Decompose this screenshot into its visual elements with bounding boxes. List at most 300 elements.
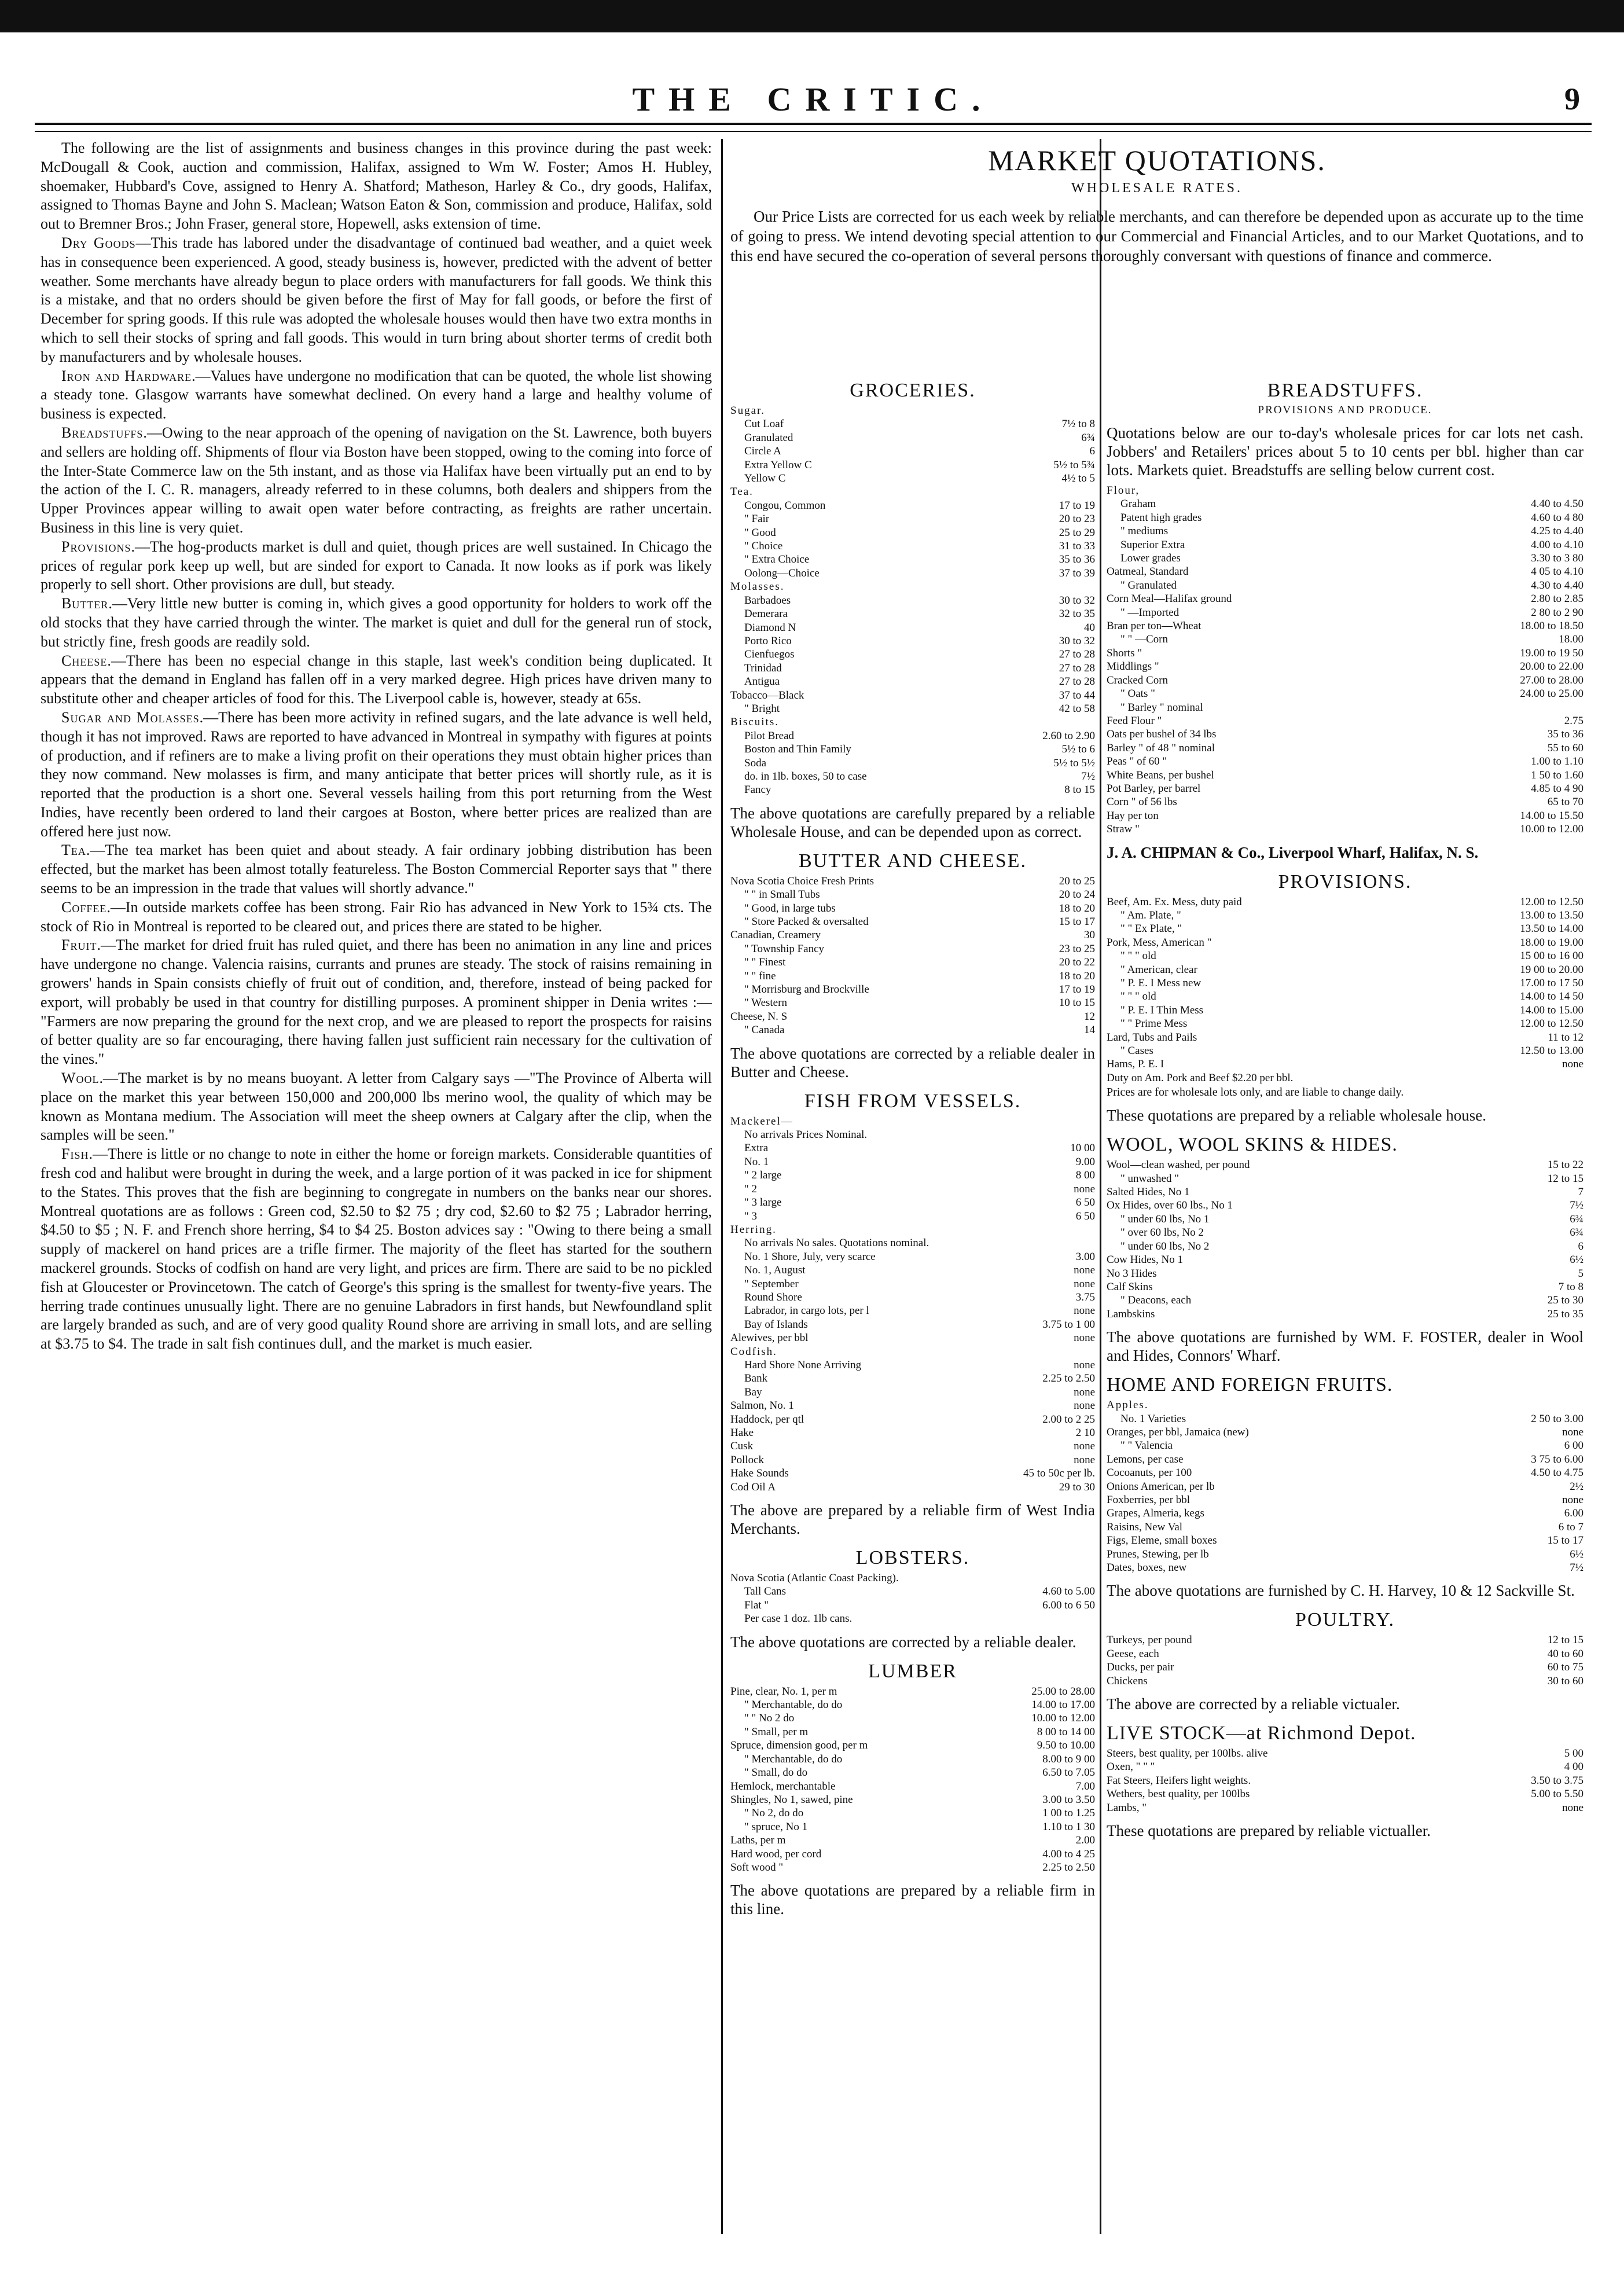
section-title: LIVE STOCK—at Richmond Depot. bbox=[1107, 1722, 1416, 1744]
table-row bbox=[730, 1820, 1095, 1834]
category-label: Biscuits. bbox=[730, 716, 779, 729]
item-name: Graham bbox=[1120, 498, 1156, 510]
item-price: 19.00 to 19 50 bbox=[1520, 647, 1583, 659]
item-price: 2.00 bbox=[1075, 1834, 1095, 1847]
item-name: Nova Scotia Choice Fresh Prints bbox=[730, 875, 875, 887]
breadstuffs-section bbox=[1107, 380, 1583, 862]
table-row bbox=[1107, 1480, 1583, 1493]
item-price: 14.00 to 17.00 bbox=[1031, 1699, 1095, 1711]
item-price: 20 to 22 bbox=[1059, 956, 1095, 969]
item-price: 13.00 to 13.50 bbox=[1520, 909, 1583, 921]
table-row bbox=[730, 1739, 1095, 1752]
groceries-table bbox=[730, 404, 1095, 797]
table-row bbox=[1107, 769, 1583, 782]
section-title: GROCERIES. bbox=[850, 380, 976, 401]
item-price: 6.00 to 6 50 bbox=[1042, 1599, 1095, 1611]
item-name: " spruce, No 1 bbox=[744, 1820, 808, 1833]
item-name: Cut Loaf bbox=[744, 418, 784, 431]
item-name: Flat " bbox=[744, 1599, 769, 1611]
table-row bbox=[1107, 1185, 1583, 1199]
item-price bbox=[1020, 1128, 1095, 1141]
item-price: 7½ bbox=[1081, 770, 1095, 783]
newspaper-title: THE CRITIC. bbox=[632, 80, 994, 118]
item-price: 42 to 58 bbox=[1059, 702, 1095, 715]
item-price: none bbox=[1074, 1358, 1095, 1371]
item-name: Duty on Am. Pork and Beef $2.20 per bbl. bbox=[1107, 1071, 1294, 1084]
item-name: " Good, in large tubs bbox=[744, 902, 836, 914]
item-name: Cracked Corn bbox=[1107, 674, 1169, 686]
item-price: 45 to 50c per lb. bbox=[1023, 1467, 1095, 1480]
table-row bbox=[730, 783, 1095, 796]
table-row bbox=[730, 1386, 1095, 1399]
item-name: Chickens bbox=[1107, 1674, 1148, 1687]
table-row bbox=[1107, 895, 1583, 909]
item-price: 20 to 25 bbox=[1059, 875, 1095, 887]
item-price: 6¾ bbox=[1570, 1226, 1583, 1239]
item-price: 17.00 to 17 50 bbox=[1520, 977, 1583, 989]
item-name: Salted Hides, No 1 bbox=[1107, 1186, 1190, 1199]
paragraph-lead: Coffee bbox=[61, 898, 107, 916]
paragraph-lead: Wool bbox=[61, 1070, 100, 1087]
item-name: " " in Small Tubs bbox=[744, 888, 820, 901]
table-row bbox=[730, 1169, 1095, 1182]
item-name: " " fine bbox=[744, 969, 776, 982]
quotations-right-column bbox=[1107, 370, 1583, 2246]
item-price: none bbox=[1074, 1277, 1095, 1290]
table-row bbox=[1107, 976, 1583, 990]
item-name: No. 1 bbox=[744, 1155, 769, 1168]
table-row bbox=[730, 1753, 1095, 1766]
item-name: Peas " of 60 " bbox=[1107, 755, 1167, 768]
item-price: 7 bbox=[1578, 1186, 1583, 1199]
table-row bbox=[730, 1585, 1095, 1598]
item-name: Straw " bbox=[1107, 823, 1140, 836]
table-row bbox=[1107, 714, 1583, 728]
table-row bbox=[730, 1439, 1095, 1453]
section-note: The above are corrected by a reliable victualer. bbox=[1107, 1695, 1400, 1713]
item-name: " Bright bbox=[744, 702, 780, 715]
table-row bbox=[1107, 497, 1583, 510]
table-row bbox=[730, 567, 1095, 580]
table-row bbox=[1107, 949, 1583, 963]
item-name: Salmon, No. 1 bbox=[730, 1400, 794, 1412]
item-price: 3.75 bbox=[1075, 1291, 1095, 1303]
wool-section bbox=[1107, 1134, 1583, 1365]
masthead-rule bbox=[35, 123, 1592, 125]
item-name: Corn " of 56 lbs bbox=[1107, 796, 1177, 809]
category-label: Tea. bbox=[730, 486, 754, 498]
paragraph-lead: Iron and Hardware bbox=[61, 367, 192, 384]
table-row bbox=[1107, 1801, 1583, 1814]
item-price: 5½ to 5¾ bbox=[1053, 458, 1095, 471]
item-price: none bbox=[1074, 1400, 1095, 1412]
item-name: " under 60 lbs, No 1 bbox=[1120, 1213, 1210, 1225]
item-name: Pollock bbox=[730, 1453, 765, 1466]
item-name: Middlings " bbox=[1107, 660, 1159, 673]
item-price: 4.30 to 4.40 bbox=[1531, 579, 1583, 592]
table-row bbox=[1107, 1548, 1583, 1561]
paragraph-text: .—The hog-products market is dull and quiet, though prices are well sustained. In Chicago the prices of regular pork keep up well, but are sinded for export to Canada. It now looks as if pork was likely properly to sell short. Other provisions are dull, but steady. bbox=[41, 538, 712, 593]
item-name: Fat Steers, Heifers light weights. bbox=[1107, 1774, 1251, 1787]
item-price: none bbox=[1074, 1453, 1095, 1466]
paragraph-lead: Sugar and Molasses bbox=[61, 708, 200, 726]
table-row bbox=[730, 1304, 1095, 1317]
section-note: J. A. CHIPMAN & Co., Liverpool Wharf, Halifax, N. S. bbox=[1107, 843, 1479, 861]
paragraph-text: .—The market for dried fruit has ruled quiet, and there has been no animation in any line and prices have undergone no change. Valencia raisins, currants and prunes are steady. The stock of raisins remaining in growers' hands in Spain consists chiefly of fruit out of condition, and, therefore, instead of being packed for export, will probably be used in that country for distilling purposes. A prominent shipper in Denia writes :— "Farmers are now preparing the ground for the next crop, and we are pleased to report the prospects for raisins of better quality are so far encouraging, there having fallen just sufficient rain necessary for the cultivation of the vines." bbox=[41, 936, 712, 1068]
table-row bbox=[1107, 1071, 1583, 1085]
item-name: Prunes, Stewing, per lb bbox=[1107, 1548, 1209, 1560]
table-row bbox=[1107, 1520, 1583, 1534]
table-row bbox=[730, 1599, 1095, 1612]
item-name: " " Finest bbox=[744, 956, 786, 969]
table-row bbox=[1107, 1158, 1583, 1171]
paragraph-lead: Tea bbox=[61, 842, 86, 859]
fruits-section bbox=[1107, 1374, 1583, 1600]
section-subtitle: PROVISIONS AND PRODUCE. bbox=[1258, 404, 1432, 416]
item-name: " 3 large bbox=[744, 1196, 782, 1209]
item-name: " under 60 lbs, No 2 bbox=[1120, 1240, 1210, 1252]
item-price: 25 to 35 bbox=[1547, 1307, 1583, 1320]
paragraph-text: .—There is little or no change to note in either the home or foreign markets. Considerable quantities of fresh cod and halibut were brought in during the week, and a large portion of it was packed in ice for shipment to the States. This proves that the fish are beginning to congregate in numbers on the banks near our shores. Montreal quotations are as follows : Green cod, $2.50 to $2 75 ; dry cod, $2.60 to $2 75 ; Labrador herring, $4.50 to $5 ; N. F. and French shore herring, $4 to $4 25. Boston advices say : "Owing to there being a small supply of mackerel on hand prices are a trifle firmer. The majority of the fleet has started for the southern mackerel grounds. Stocks of codfish on hand are very light, and prices are firm. There are said to be no pickled fish at Gloucester or Provincetown. The catch of George's this spring is the smallest for twenty-five years. The herring trade continues unusually light. There are no genuine Labradors in first hands, but Newfoundland split are largely branded as such, and are of very good quality Round shore are arriving in small lots, and are selling at $3.75 to $4. The trade in salt fish continues dull, and the market is much easier. bbox=[41, 1145, 712, 1353]
butter-cheese-section bbox=[730, 850, 1095, 1081]
item-price: 65 to 70 bbox=[1547, 796, 1583, 809]
table-row bbox=[1107, 1561, 1583, 1574]
news-paragraph bbox=[41, 424, 712, 538]
item-name: Shingles, No 1, sawed, pine bbox=[730, 1793, 853, 1806]
paragraph-text: .—Very little new butter is coming in, which gives a good opportunity for holders to work off the old stocks that they have carried through the winter. The market is quiet and dull for the general run of stock, but strictly fine, fresh goods are readily sold. bbox=[41, 595, 712, 650]
category-label: Molasses. bbox=[730, 581, 785, 593]
item-name: Bay bbox=[744, 1386, 762, 1398]
table-row bbox=[1107, 1031, 1583, 1044]
item-price bbox=[1020, 1571, 1095, 1585]
item-price: 3.50 to 3.75 bbox=[1531, 1774, 1583, 1787]
item-price: none bbox=[1074, 1386, 1095, 1398]
table-row bbox=[1107, 511, 1583, 524]
item-name: Cow Hides, No 1 bbox=[1107, 1254, 1183, 1266]
table-row bbox=[1107, 1633, 1583, 1647]
item-name: Figs, Eleme, small boxes bbox=[1107, 1534, 1217, 1547]
item-price: 55 to 60 bbox=[1547, 741, 1583, 754]
item-name: Cienfuegos bbox=[744, 648, 795, 661]
item-price: 12.50 to 13.00 bbox=[1520, 1045, 1583, 1057]
livestock-section bbox=[1107, 1722, 1583, 1840]
table-row bbox=[1107, 619, 1583, 633]
item-name: Tall Cans bbox=[744, 1585, 787, 1598]
item-name: do. in 1lb. boxes, 50 to case bbox=[744, 770, 867, 783]
lumber-section bbox=[730, 1661, 1095, 1919]
item-name: Cusk bbox=[730, 1440, 754, 1453]
section-note: The above quotations are corrected by a reliable dealer in Butter and Cheese. bbox=[730, 1044, 1095, 1081]
item-name: " September bbox=[744, 1277, 799, 1290]
item-price: 12.00 to 12.50 bbox=[1520, 1018, 1583, 1030]
item-price: 2.75 bbox=[1564, 714, 1583, 727]
item-name: Onions American, per lb bbox=[1107, 1480, 1215, 1493]
item-name: Foxberries, per bbl bbox=[1107, 1493, 1191, 1506]
item-price: 32 to 35 bbox=[1059, 608, 1095, 620]
table-row bbox=[1107, 674, 1583, 687]
table-row bbox=[1107, 1760, 1583, 1773]
item-name: Granulated bbox=[744, 431, 793, 444]
table-row bbox=[1107, 755, 1583, 768]
table-row bbox=[1107, 1507, 1583, 1520]
section-note: The above quotations are furnished by WM. F. FOSTER, dealer in Wool and Hides, Connors' Wharf. bbox=[1107, 1328, 1583, 1365]
section-title: FISH FROM VESSELS. bbox=[804, 1090, 1022, 1112]
item-price: 1 00 to 1.25 bbox=[1042, 1807, 1095, 1820]
table-row bbox=[730, 458, 1095, 472]
item-price: 18 to 20 bbox=[1059, 969, 1095, 982]
table-row bbox=[1107, 1044, 1583, 1057]
table-row bbox=[730, 956, 1095, 969]
table-row bbox=[730, 1793, 1095, 1806]
item-name: Canadian, Creamery bbox=[730, 929, 821, 942]
section-note: The above quotations are prepared by a reliable firm in this line. bbox=[730, 1882, 1095, 1918]
table-row bbox=[730, 1141, 1095, 1155]
item-name: " No 2, do do bbox=[744, 1807, 804, 1820]
item-name: Hams, P. E. I bbox=[1107, 1058, 1164, 1071]
item-name: " Store Packed & oversalted bbox=[744, 916, 869, 928]
paragraph-lead: Fish bbox=[61, 1145, 89, 1163]
item-price: 14.00 to 14 50 bbox=[1520, 990, 1583, 1003]
item-name: Pilot Bread bbox=[744, 729, 795, 742]
item-name: No 3 Hides bbox=[1107, 1267, 1157, 1280]
item-name: Lower grades bbox=[1120, 552, 1181, 565]
table-row bbox=[730, 1277, 1095, 1291]
table-row bbox=[1107, 687, 1583, 700]
item-name: " Barley " nominal bbox=[1120, 701, 1203, 714]
item-name: " " No 2 do bbox=[744, 1712, 795, 1725]
item-name: " Township Fancy bbox=[744, 942, 825, 955]
item-price: 8.00 to 9 00 bbox=[1042, 1753, 1095, 1765]
section-title: LUMBER bbox=[868, 1660, 957, 1682]
item-name: Nova Scotia (Atlantic Coast Packing). bbox=[730, 1572, 899, 1585]
item-name: Lard, Tubs and Pails bbox=[1107, 1031, 1197, 1044]
item-price: 7 to 8 bbox=[1558, 1280, 1583, 1293]
table-row bbox=[730, 1372, 1095, 1385]
item-price: none bbox=[1562, 1058, 1583, 1071]
table-row bbox=[1107, 647, 1583, 660]
table-row bbox=[1107, 1172, 1583, 1185]
table-row bbox=[1107, 936, 1583, 949]
item-price: 9.00 bbox=[1075, 1155, 1095, 1168]
butter-cheese-table bbox=[730, 875, 1095, 1037]
fish-section bbox=[730, 1090, 1095, 1538]
item-price: 25 to 29 bbox=[1059, 526, 1095, 539]
table-row bbox=[1107, 1307, 1583, 1321]
item-name: Cheese, N. S bbox=[730, 1010, 788, 1023]
table-row bbox=[730, 1010, 1095, 1023]
item-price bbox=[1020, 1236, 1095, 1250]
item-price: 6 to 7 bbox=[1558, 1520, 1583, 1533]
lobsters-section bbox=[730, 1547, 1095, 1651]
table-row bbox=[1107, 1004, 1583, 1017]
table-row bbox=[1107, 592, 1583, 605]
category-label: Mackerel— bbox=[730, 1115, 793, 1127]
category-label: Codfish. bbox=[730, 1345, 777, 1358]
table-row bbox=[730, 702, 1095, 715]
item-name: Extra Yellow C bbox=[744, 458, 812, 471]
table-row bbox=[730, 1413, 1095, 1426]
item-name: " American, clear bbox=[1120, 963, 1197, 976]
news-paragraph bbox=[41, 936, 712, 1069]
paragraph-text: .—Owing to the near approach of the opening of navigation on the St. Lawrence, both buyers and sellers are holding off. Shipments of flour via Boston have been stopped, owing to the coming into force of the Inter-State Commerce law on the 5th instant, and as those via Halifax have been virtually put an end to by the action of the I. C. R. managers, already referred to in these columns, both dealers and shippers from the Upper Provinces appear willing to await open water before contracting, as freights are rather uncertain. Business in this line is very quiet. bbox=[41, 424, 712, 536]
item-name: " Granulated bbox=[1120, 579, 1177, 592]
paragraph-text: —This trade has labored under the disadvantage of continued bad weather, and a quiet week has in consequence been experienced. A good, steady business is, however, predicted with the advent of better weather. Some merchants have already begun to place orders with manufacturers for fall goods. We think this is a mistake, and that no orders should be given before the first of May for fall goods, or before the first of December for spring goods. If this rule was adopted the wholesale houses would then have two extra months in which to sell their stocks of spring and fall goods. This would in turn bring about shorter terms of credit both by manufacturers and by wholesale houses. bbox=[41, 234, 712, 365]
item-price: 6 bbox=[1089, 445, 1095, 458]
item-price: 40 bbox=[1084, 621, 1095, 634]
item-name: Barley " of 48 " nominal bbox=[1107, 741, 1215, 754]
table-row bbox=[730, 1711, 1095, 1725]
item-name: Oxen, " " " bbox=[1107, 1761, 1155, 1773]
table-row bbox=[730, 553, 1095, 566]
paragraph-lead: Dry Goods bbox=[61, 234, 136, 251]
column-divider bbox=[721, 139, 723, 2234]
item-name: " Fair bbox=[744, 513, 770, 526]
item-price: 10.00 to 12.00 bbox=[1520, 823, 1583, 836]
item-price: 11 to 12 bbox=[1548, 1031, 1583, 1044]
item-name: Oatmeal, Standard bbox=[1107, 565, 1189, 578]
item-price: 24.00 to 25.00 bbox=[1520, 688, 1583, 700]
table-row bbox=[1107, 579, 1583, 592]
item-name: Beef, Am. Ex. Mess, duty paid bbox=[1107, 895, 1242, 908]
item-name: " Good bbox=[744, 526, 776, 539]
category-label: Sugar. bbox=[730, 405, 766, 417]
item-price: 3 75 to 6.00 bbox=[1531, 1453, 1583, 1465]
paragraph-text: The following are the list of assignments and business changes in this province during the past week: McDougall & Cook, auction and commission, Halifax, assigned to Wm W. Foster; Amos H. Hubley, shoemaker, Hubbard's Cove, assigned to Henry A. Shatford; Matheson, Harley & Co., dry goods, Halifax, assigned to Thomas Bayne and John S. Maclean; Watson Eaton & Son, commission and produce, Halifax, sold out to Bremner Bros.; John Fraser, general store, Hopewell, asks extension of time. bbox=[41, 139, 712, 233]
item-price: 15 to 17 bbox=[1547, 1534, 1583, 1547]
table-row bbox=[1107, 922, 1583, 935]
item-price: 18 to 20 bbox=[1059, 902, 1095, 914]
item-price: 27 to 28 bbox=[1059, 648, 1095, 661]
table-row bbox=[1107, 809, 1583, 822]
item-name: No arrivals No sales. Quotations nominal. bbox=[744, 1237, 929, 1250]
news-paragraph bbox=[41, 708, 712, 842]
item-name: No. 1 Shore, July, very scarce bbox=[744, 1250, 876, 1263]
table-row bbox=[730, 743, 1095, 756]
item-price: 1.10 to 1 30 bbox=[1042, 1820, 1095, 1833]
section-note: The above quotations are corrected by a reliable dealer. bbox=[730, 1633, 1076, 1651]
quotations-middle-column bbox=[730, 370, 1095, 2246]
page-top-border bbox=[0, 0, 1624, 32]
item-price: 4.60 to 5.00 bbox=[1042, 1585, 1095, 1598]
item-name: Hay per ton bbox=[1107, 809, 1159, 822]
item-price: 2 80 to 2 90 bbox=[1531, 606, 1583, 619]
table-row bbox=[1107, 1787, 1583, 1801]
item-name: Hard Shore None Arriving bbox=[744, 1358, 862, 1371]
item-price: 30 to 32 bbox=[1059, 634, 1095, 647]
news-paragraph bbox=[41, 538, 712, 594]
paragraph-lead: Breadstuffs bbox=[61, 424, 144, 441]
table-row bbox=[730, 445, 1095, 458]
paragraph-lead: Butter bbox=[61, 595, 109, 612]
item-name: " " —Corn bbox=[1120, 633, 1169, 646]
item-name: " 2 large bbox=[744, 1169, 782, 1182]
table-row bbox=[730, 512, 1095, 526]
item-name: Grapes, Almeria, kegs bbox=[1107, 1507, 1204, 1520]
paragraph-lead: Fruit bbox=[61, 936, 97, 954]
table-row bbox=[1107, 1213, 1583, 1226]
section-title: BUTTER AND CHEESE. bbox=[799, 850, 1027, 872]
table-row bbox=[730, 472, 1095, 485]
table-row bbox=[730, 942, 1095, 956]
table-row bbox=[1107, 1747, 1583, 1760]
paragraph-text: .—There has been no especial change in this staple, last week's condition being duplicated. It appears that the demand in England has fallen off in a very marked degree. High prices have driven many to substitute other and cheaper articles of food for this. The Liverpool cable is, however, steady at 65s. bbox=[41, 652, 712, 707]
item-price: 8 00 bbox=[1075, 1169, 1095, 1182]
item-name: Round Shore bbox=[744, 1291, 802, 1303]
item-price: 4.00 to 4 25 bbox=[1042, 1847, 1095, 1860]
news-paragraph bbox=[41, 234, 712, 367]
table-row bbox=[730, 607, 1095, 620]
item-price: 13.50 to 14.00 bbox=[1520, 923, 1583, 935]
item-price: 2.25 to 2.50 bbox=[1042, 1861, 1095, 1874]
table-row bbox=[1107, 1226, 1583, 1239]
item-price: none bbox=[1074, 1264, 1095, 1277]
item-price: 5½ to 5½ bbox=[1053, 756, 1095, 769]
table-row bbox=[730, 729, 1095, 743]
wholesale-rates-subtitle: WHOLESALE RATES. bbox=[1071, 181, 1243, 196]
item-name: Oats per bushel of 34 lbs bbox=[1107, 728, 1217, 741]
item-price: 37 to 44 bbox=[1059, 689, 1095, 701]
item-price: 6½ bbox=[1570, 1254, 1583, 1266]
table-row bbox=[1107, 1267, 1583, 1280]
table-row bbox=[730, 539, 1095, 553]
item-price: 4½ to 5 bbox=[1061, 472, 1095, 485]
table-row bbox=[1107, 660, 1583, 673]
table-row bbox=[730, 1685, 1095, 1698]
table-row bbox=[730, 594, 1095, 607]
item-name: Raisins, New Val bbox=[1107, 1520, 1183, 1533]
news-paragraph bbox=[41, 1145, 712, 1354]
table-row bbox=[730, 417, 1095, 431]
section-title: BREADSTUFFS. bbox=[1267, 380, 1423, 401]
item-name: Cocoanuts, per 100 bbox=[1107, 1467, 1192, 1479]
item-name: Laths, per m bbox=[730, 1834, 786, 1847]
market-quotations-title: MARKET QUOTATIONS. bbox=[988, 144, 1326, 177]
item-price: 30 bbox=[1084, 929, 1095, 942]
item-price: 1 50 to 1.60 bbox=[1531, 769, 1583, 781]
item-price: none bbox=[1562, 1493, 1583, 1506]
item-name: Antigua bbox=[744, 675, 780, 688]
table-row bbox=[730, 902, 1095, 915]
table-row bbox=[730, 526, 1095, 539]
table-row bbox=[730, 1399, 1095, 1412]
item-name: Soft wood " bbox=[730, 1861, 784, 1874]
market-intro: Our Price Lists are corrected for us each week by reliable merchants, and can therefore be depended upon as accurate up to the time of going to press. We intend devoting special attention to our Commercial and Financial Articles, and to our Market Quotations, and to this end have secured the co-operation of several persons thoroughly conversant with questions of finance and commerce. bbox=[730, 208, 1583, 265]
item-price: 19 00 to 20.00 bbox=[1520, 963, 1583, 976]
table-row bbox=[730, 915, 1095, 928]
item-name: " Oats " bbox=[1120, 688, 1155, 700]
item-name: Lambs, " bbox=[1107, 1801, 1147, 1814]
table-row bbox=[730, 1766, 1095, 1779]
table-row bbox=[730, 1834, 1095, 1847]
wool-table bbox=[1107, 1158, 1583, 1321]
item-name: " P. E. I Mess new bbox=[1120, 977, 1202, 989]
table-row bbox=[1107, 538, 1583, 552]
section-title: POULTRY. bbox=[1295, 1609, 1395, 1631]
item-price: 6 50 bbox=[1075, 1196, 1095, 1209]
item-name: Geese, each bbox=[1107, 1647, 1159, 1660]
table-row bbox=[1107, 1253, 1583, 1266]
table-row bbox=[730, 1861, 1095, 1874]
news-paragraph bbox=[41, 367, 712, 424]
item-price: 35 to 36 bbox=[1059, 553, 1095, 566]
item-price: 6¾ bbox=[1081, 431, 1095, 444]
section-title: WOOL, WOOL SKINS & HIDES. bbox=[1107, 1134, 1398, 1156]
item-name: Patent high grades bbox=[1120, 511, 1202, 524]
table-row bbox=[730, 770, 1095, 783]
item-price: 6½ bbox=[1570, 1548, 1583, 1560]
table-row bbox=[730, 1331, 1095, 1345]
business-news-column bbox=[41, 139, 712, 2269]
